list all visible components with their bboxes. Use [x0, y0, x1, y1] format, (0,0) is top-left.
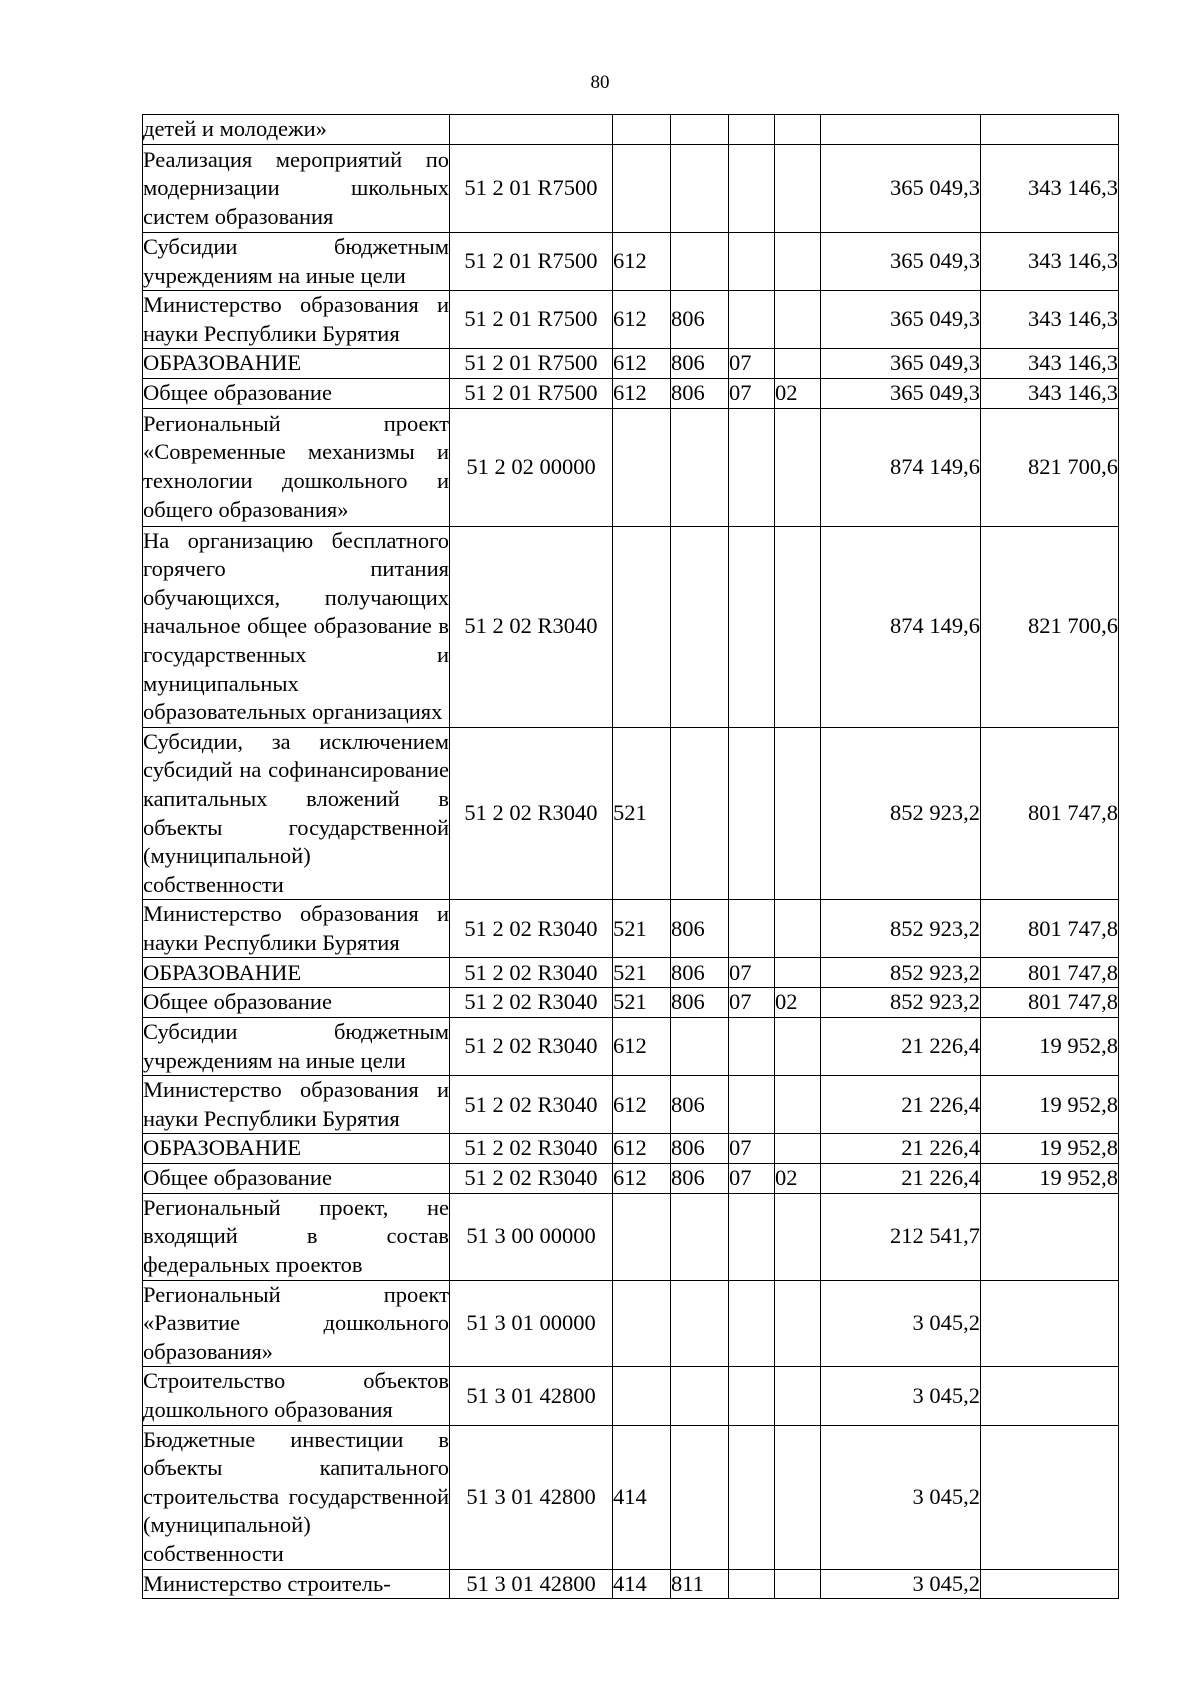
- amount-2-cell: 19 952,8: [981, 1076, 1119, 1134]
- amount-2-cell: 821 700,6: [981, 526, 1119, 727]
- amount-1-cell: 3 045,2: [821, 1569, 981, 1599]
- ministry-code-cell: [671, 1193, 729, 1280]
- amount-1-cell: 212 541,7: [821, 1193, 981, 1280]
- amount-1-cell: 365 049,3: [821, 378, 981, 408]
- amount-2-cell: [981, 115, 1119, 145]
- ministry-code-cell: 806: [671, 349, 729, 379]
- table-row: [143, 233, 1119, 291]
- table-row: [143, 145, 1119, 233]
- ministry-code-cell: [671, 1018, 729, 1076]
- amount-2-cell: 343 146,3: [981, 378, 1119, 408]
- subsection-code-cell: [775, 526, 821, 727]
- amount-2-cell: [981, 1425, 1119, 1569]
- page-number: 80: [590, 72, 610, 93]
- section-code-cell: 07: [729, 958, 775, 988]
- ministry-code-cell: [671, 145, 729, 233]
- expense-type-cell: 612: [613, 1164, 671, 1194]
- amount-2-cell: [981, 1280, 1119, 1367]
- ministry-code-cell: 806: [671, 1134, 729, 1164]
- section-code-cell: [729, 1018, 775, 1076]
- row-name-cell: Министерство образования и науки Республики Бурятия: [143, 291, 450, 349]
- expense-type-cell: [613, 115, 671, 145]
- amount-2-cell: [981, 1569, 1119, 1599]
- subsection-code-cell: [775, 1018, 821, 1076]
- amount-2-cell: 19 952,8: [981, 1134, 1119, 1164]
- row-name-cell: Субсидии бюджетным учреждениям на иные цели: [143, 233, 450, 291]
- table-row: [143, 727, 1119, 900]
- subsection-code-cell: [775, 349, 821, 379]
- expense-type-cell: 521: [613, 900, 671, 958]
- table-row: [143, 900, 1119, 958]
- amount-1-cell: 852 923,2: [821, 958, 981, 988]
- target-code-cell: 51 2 02 R3040: [450, 988, 613, 1018]
- amount-1-cell: 365 049,3: [821, 145, 981, 233]
- ministry-code-cell: 806: [671, 958, 729, 988]
- row-name-cell: Региональный проект «Современные механизмы и технологии дошкольного и общего образования»: [143, 408, 450, 526]
- amount-2-cell: [981, 1193, 1119, 1280]
- ministry-code-cell: [671, 115, 729, 145]
- subsection-code-cell: [775, 1367, 821, 1425]
- target-code-cell: 51 2 02 R3040: [450, 1164, 613, 1194]
- section-code-cell: 07: [729, 1134, 775, 1164]
- target-code-cell: 51 2 01 R7500: [450, 291, 613, 349]
- section-code-cell: 07: [729, 1164, 775, 1194]
- subsection-code-cell: [775, 1134, 821, 1164]
- section-code-cell: [729, 291, 775, 349]
- amount-1-cell: 21 226,4: [821, 1164, 981, 1194]
- target-code-cell: 51 3 01 42800: [450, 1367, 613, 1425]
- table-row: [143, 378, 1119, 408]
- table-row: [143, 1280, 1119, 1367]
- target-code-cell: [450, 115, 613, 145]
- subsection-code-cell: [775, 408, 821, 526]
- target-code-cell: 51 2 01 R7500: [450, 378, 613, 408]
- target-code-cell: 51 2 02 R3040: [450, 526, 613, 727]
- amount-1-cell: 852 923,2: [821, 727, 981, 900]
- row-name-cell: ОБРАЗОВАНИЕ: [143, 349, 450, 379]
- table-row: [143, 988, 1119, 1018]
- amount-1-cell: 3 045,2: [821, 1425, 981, 1569]
- target-code-cell: 51 2 02 R3040: [450, 1018, 613, 1076]
- expense-type-cell: 612: [613, 349, 671, 379]
- row-name-cell: Бюджетные инвестиции в объекты капитального строительства государственной (муниципальной) собственности: [143, 1425, 450, 1569]
- section-code-cell: [729, 1076, 775, 1134]
- ministry-code-cell: [671, 526, 729, 727]
- subsection-code-cell: [775, 1569, 821, 1599]
- amount-1-cell: 874 149,6: [821, 408, 981, 526]
- row-name-cell: Субсидии, за исключением субсидий на софинансирование капитальных вложений в объекты государственной (муниципальной) собственности: [143, 727, 450, 900]
- expense-type-cell: 612: [613, 1134, 671, 1164]
- ministry-code-cell: [671, 408, 729, 526]
- amount-2-cell: 343 146,3: [981, 233, 1119, 291]
- target-code-cell: 51 2 02 R3040: [450, 900, 613, 958]
- ministry-code-cell: 811: [671, 1569, 729, 1599]
- subsection-code-cell: [775, 233, 821, 291]
- row-name-cell: Субсидии бюджетным учреждениям на иные цели: [143, 1018, 450, 1076]
- row-name-cell: Общее образование: [143, 988, 450, 1018]
- subsection-code-cell: 02: [775, 378, 821, 408]
- amount-2-cell: 19 952,8: [981, 1018, 1119, 1076]
- row-name-cell: Региональный проект, не входящий в состав федеральных проектов: [143, 1193, 450, 1280]
- subsection-code-cell: [775, 1193, 821, 1280]
- amount-1-cell: 365 049,3: [821, 233, 981, 291]
- section-code-cell: [729, 1425, 775, 1569]
- expense-type-cell: [613, 1280, 671, 1367]
- table-row: [143, 1569, 1119, 1599]
- section-code-cell: [729, 115, 775, 145]
- section-code-cell: [729, 526, 775, 727]
- amount-1-cell: 874 149,6: [821, 526, 981, 727]
- table-row: [143, 958, 1119, 988]
- row-name-cell: Строительство объектов дошкольного образования: [143, 1367, 450, 1425]
- table-row: [143, 1076, 1119, 1134]
- section-code-cell: [729, 233, 775, 291]
- subsection-code-cell: 02: [775, 988, 821, 1018]
- expense-type-cell: 414: [613, 1425, 671, 1569]
- amount-2-cell: [981, 1367, 1119, 1425]
- ministry-code-cell: 806: [671, 1164, 729, 1194]
- amount-2-cell: 19 952,8: [981, 1164, 1119, 1194]
- section-code-cell: [729, 1193, 775, 1280]
- target-code-cell: 51 2 02 R3040: [450, 1134, 613, 1164]
- row-name-cell: Министерство образования и науки Республики Бурятия: [143, 1076, 450, 1134]
- expense-type-cell: [613, 145, 671, 233]
- expense-type-cell: 521: [613, 988, 671, 1018]
- row-name-cell: На организацию бесплатного горячего питания обучающихся, получающих начальное общее образование в государственных и муниципальных образовательных организациях: [143, 526, 450, 727]
- amount-2-cell: 343 146,3: [981, 145, 1119, 233]
- row-name-cell: Министерство образования и науки Республики Бурятия: [143, 900, 450, 958]
- target-code-cell: 51 2 02 R3040: [450, 1076, 613, 1134]
- row-name-cell: Общее образование: [143, 378, 450, 408]
- expense-type-cell: 612: [613, 291, 671, 349]
- table-row: [143, 115, 1119, 145]
- ministry-code-cell: 806: [671, 900, 729, 958]
- ministry-code-cell: [671, 233, 729, 291]
- amount-1-cell: 852 923,2: [821, 988, 981, 1018]
- amount-1-cell: 365 049,3: [821, 291, 981, 349]
- subsection-code-cell: [775, 958, 821, 988]
- target-code-cell: 51 2 01 R7500: [450, 233, 613, 291]
- section-code-cell: [729, 1367, 775, 1425]
- row-name-cell: детей и молодежи»: [143, 115, 450, 145]
- expense-type-cell: [613, 408, 671, 526]
- table-body: [143, 115, 1119, 1599]
- section-code-cell: [729, 408, 775, 526]
- budget-table: [142, 114, 1119, 1599]
- subsection-code-cell: [775, 291, 821, 349]
- target-code-cell: 51 3 01 42800: [450, 1425, 613, 1569]
- subsection-code-cell: [775, 1076, 821, 1134]
- ministry-code-cell: [671, 727, 729, 900]
- ministry-code-cell: [671, 1280, 729, 1367]
- amount-2-cell: 801 747,8: [981, 727, 1119, 900]
- section-code-cell: [729, 1569, 775, 1599]
- amount-2-cell: 343 146,3: [981, 349, 1119, 379]
- table-row: [143, 1018, 1119, 1076]
- amount-1-cell: 852 923,2: [821, 900, 981, 958]
- amount-1-cell: [821, 115, 981, 145]
- ministry-code-cell: 806: [671, 1076, 729, 1134]
- table-row: [143, 291, 1119, 349]
- row-name-cell: Реализация мероприятий по модернизации школьных систем образования: [143, 145, 450, 233]
- amount-2-cell: 343 146,3: [981, 291, 1119, 349]
- expense-type-cell: [613, 1367, 671, 1425]
- amount-1-cell: 365 049,3: [821, 349, 981, 379]
- expense-type-cell: [613, 526, 671, 727]
- amount-2-cell: 801 747,8: [981, 900, 1119, 958]
- target-code-cell: 51 3 00 00000: [450, 1193, 613, 1280]
- subsection-code-cell: [775, 1425, 821, 1569]
- amount-2-cell: 801 747,8: [981, 958, 1119, 988]
- section-code-cell: [729, 1280, 775, 1367]
- expense-type-cell: 414: [613, 1569, 671, 1599]
- amount-1-cell: 3 045,2: [821, 1280, 981, 1367]
- ministry-code-cell: [671, 1425, 729, 1569]
- subsection-code-cell: 02: [775, 1164, 821, 1194]
- amount-1-cell: 21 226,4: [821, 1018, 981, 1076]
- expense-type-cell: 521: [613, 727, 671, 900]
- target-code-cell: 51 3 01 00000: [450, 1280, 613, 1367]
- target-code-cell: 51 2 01 R7500: [450, 349, 613, 379]
- table-row: [143, 1134, 1119, 1164]
- subsection-code-cell: [775, 1280, 821, 1367]
- ministry-code-cell: [671, 1367, 729, 1425]
- ministry-code-cell: 806: [671, 291, 729, 349]
- amount-2-cell: 801 747,8: [981, 988, 1119, 1018]
- section-code-cell: [729, 145, 775, 233]
- row-name-cell: Министерство строитель-: [143, 1569, 450, 1599]
- table-row: [143, 1193, 1119, 1280]
- row-name-cell: ОБРАЗОВАНИЕ: [143, 958, 450, 988]
- table-row: [143, 1367, 1119, 1425]
- table-row: [143, 526, 1119, 727]
- target-code-cell: 51 2 02 R3040: [450, 727, 613, 900]
- table-row: [143, 349, 1119, 379]
- section-code-cell: 07: [729, 349, 775, 379]
- expense-type-cell: 612: [613, 233, 671, 291]
- expense-type-cell: [613, 1193, 671, 1280]
- expense-type-cell: 612: [613, 1076, 671, 1134]
- expense-type-cell: 521: [613, 958, 671, 988]
- target-code-cell: 51 2 01 R7500: [450, 145, 613, 233]
- subsection-code-cell: [775, 900, 821, 958]
- subsection-code-cell: [775, 727, 821, 900]
- row-name-cell: Общее образование: [143, 1164, 450, 1194]
- row-name-cell: ОБРАЗОВАНИЕ: [143, 1134, 450, 1164]
- table-row: [143, 408, 1119, 526]
- amount-1-cell: 3 045,2: [821, 1367, 981, 1425]
- ministry-code-cell: 806: [671, 988, 729, 1018]
- target-code-cell: 51 2 02 00000: [450, 408, 613, 526]
- section-code-cell: [729, 900, 775, 958]
- section-code-cell: 07: [729, 378, 775, 408]
- subsection-code-cell: [775, 145, 821, 233]
- amount-2-cell: 821 700,6: [981, 408, 1119, 526]
- amount-1-cell: 21 226,4: [821, 1134, 981, 1164]
- section-code-cell: [729, 727, 775, 900]
- expense-type-cell: 612: [613, 378, 671, 408]
- row-name-cell: Региональный проект «Развитие дошкольного образования»: [143, 1280, 450, 1367]
- expense-type-cell: 612: [613, 1018, 671, 1076]
- target-code-cell: 51 2 02 R3040: [450, 958, 613, 988]
- ministry-code-cell: 806: [671, 378, 729, 408]
- table-row: [143, 1164, 1119, 1194]
- section-code-cell: 07: [729, 988, 775, 1018]
- table-row: [143, 1425, 1119, 1569]
- amount-1-cell: 21 226,4: [821, 1076, 981, 1134]
- subsection-code-cell: [775, 115, 821, 145]
- target-code-cell: 51 3 01 42800: [450, 1569, 613, 1599]
